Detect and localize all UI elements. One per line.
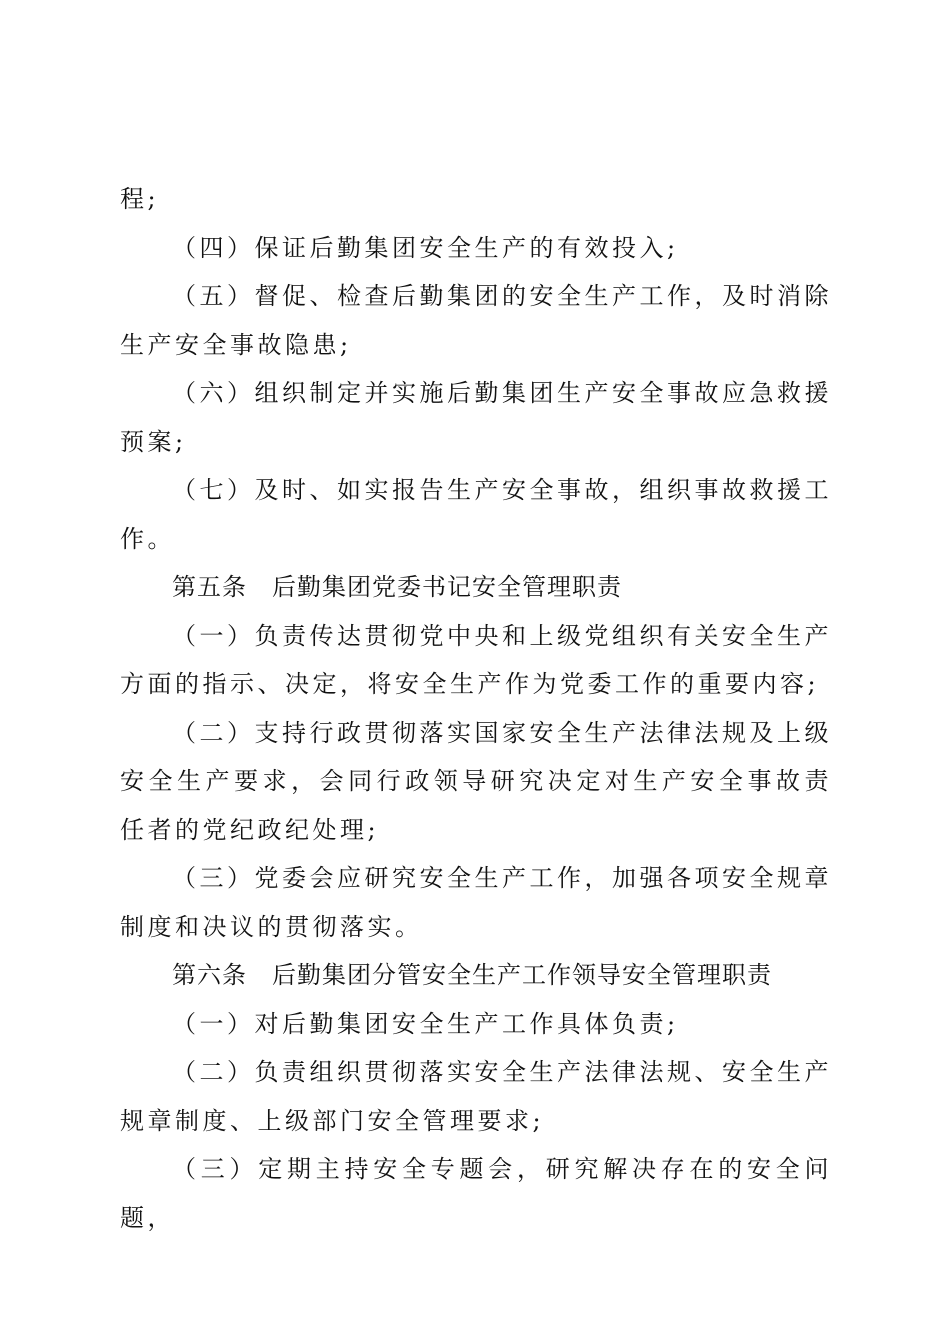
paragraph-article6-item-2: （二）负责组织贯彻落实安全生产法律法规、安全生产规章制度、上级部门安全管理要求; xyxy=(120,1058,832,1135)
paragraph-article5-item-3: （三）党委会应研究安全生产工作，加强各项安全规章制度和决议的贯彻落实。 xyxy=(120,864,832,941)
paragraph-item-7: （七）及时、如实报告生产安全事故，组织事故救援工作。 xyxy=(120,476,832,553)
document-body xyxy=(120,175,832,1242)
paragraph-item-6: （六）组织制定并实施后勤集团生产安全事故应急救援预案; xyxy=(120,379,832,456)
paragraph-item-4: （四）保证后勤集团安全生产的有效投入; xyxy=(172,233,679,262)
paragraph-continuation: 程; xyxy=(120,185,160,213)
paragraph-article6-item-3: （三）定期主持安全专题会，研究解决存在的安全问题， xyxy=(120,1155,832,1232)
paragraph-article5-item-2: （二）支持行政贯彻落实国家安全生产法律法规及上级安全生产要求，会同行政领导研究决定对生产安全事故责任者的党纪政纪处理; xyxy=(120,718,832,844)
article-5-heading: 第五条 后勤集团党委书记安全管理职责 xyxy=(172,573,622,601)
paragraph-article5-item-1: （一）负责传达贯彻党中央和上级党组织有关安全生产方面的指示、决定，将安全生产作为党委工作的重要内容; xyxy=(120,621,832,698)
article-6-heading: 第六条 后勤集团分管安全生产工作领导安全管理职责 xyxy=(172,961,772,989)
paragraph-article6-item-1: （一）对后勤集团安全生产工作具体负责; xyxy=(172,1009,679,1038)
paragraph-item-5: （五）督促、检查后勤集团的安全生产工作，及时消除生产安全事故隐患; xyxy=(120,282,832,359)
